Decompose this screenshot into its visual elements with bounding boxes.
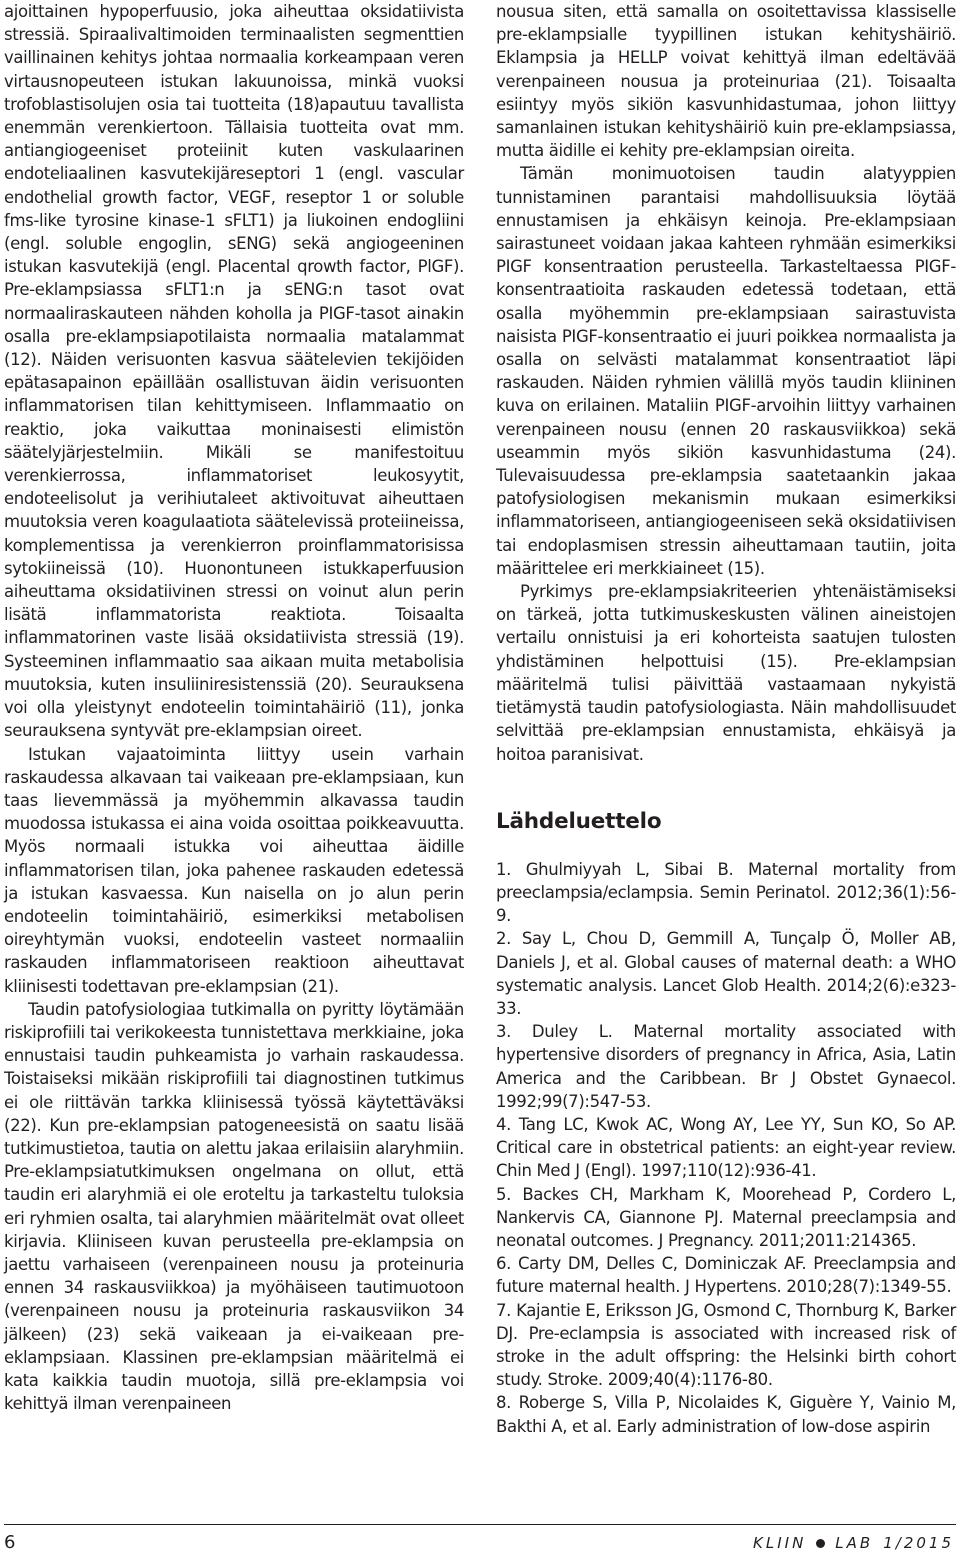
reference-item: 7. Kajantie E, Eriksson JG, Osmond C, Thornburg K, Barker DJ. Pre-eclampsia is associated with increased risk of stroke in the adult offspring: the Helsinki birth cohort study. Stroke. 2009;40(4):1176-80. — [496, 1300, 956, 1390]
body-paragraph: Tämän monimuotoisen taudin alatyyppien tunnistaminen parantaisi mahdollisuuksia löytää ennustamisen ja ehkäisyn keinoja. Pre-eklampsiaan sairastuneet voidaan jakaa kahteen ryhmään esimerkiksi PIGF konsentraation perusteella. Tarkasteltaessa PIGF-konsentraatioita raskauden edetessä todetaan, että osalla myöhemmin pre-eklampsiaan sairastuvista naisista PIGF-konsentraatio ei juuri poikkea normaalista ja osalla on selvästi matalammat konsentraatiot läpi raskauden. Näiden ryhmien välillä myös taudin kliininen kuva on erilainen. Mataliin PIGF-arvoihin liittyy varhainen verenpaineen nousu (ennen 20 raskausviikkoa) sekä useammin myös sikiön kasvunhidastuma (24). Tulevaisuudessa pre-eklampsia saatetaankin jakaa patofysiologisen mekanismin mukaan esimerkiksi inflammatoriseen, antiangiogeeniseen sekä oksidatiivisen tai endoplasmisen stressin aiheuttamaan tautiin, joita määrittelee eri merkkiaineet (15). — [496, 164, 956, 578]
body-paragraph: ajoittainen hypoperfuusio, joka aiheuttaa oksidatiivista stressiä. Spiraalivaltimoiden terminaalisten segmenttien vaillinainen kehitys johtaa normaalia korkeampaan veren virtausnopeuteen istukan lakuunoissa, minkä vuoksi trofoblastisolujen osia tai tuotteita (18)apautuu tavallista enemmän verenkiertoon. Tällaisia tuotteita ovat mm. antiangiogeeniset proteiinit kuten vaskulaarinen endoteliaalinen kasvutekijäreseptori 1 (engl. vascular endothelial growth factor, VEGF, reseptor 1 or soluble fms-like tyrosine kinase-1 sFLT1) ja liukoinen endogliini (engl. soluble engoglin, sENG) sekä angiogeeninen istukan kasvutekijä (engl. Placental qrowth factor, PlGF). Pre-eklampsiassa sFLT1:n ja sENG:n tasot ovat normaaliraskauteen nähden koholla ja PIGF-tasot ainakin osalla pre-eklampsiapotilaista normaalia matalammat (12). Näiden verisuonten kasvua säätelevien tekijöiden epätasapainon epäillään osallistuvan äidin verisuonten inflammatorisen tilan kehittymiseen. Inflammaatio on reaktio, joka vaikuttaa moninaisesti elimistön säätelyjärjestelmiin. Mikäli se manifestoituu verenkierrossa, inflammatoriset leukosyytit, endoteelisolut ja verihiutaleet aktivoituvat aiheuttaen muutoksia veren koagulaatiota säätelevissä proteiineissa, komplementissa ja verenkierron proinflammatorisissa sytokiineissä (10). Huonontuneen istukkaperfuusion aiheuttama oksidatiivinen stressi on voinut alun perin lisätä inflammatorista reaktiota. Toisaalta inflammatorinen vaste lisää oksidatiivista stressiä (19). Systeeminen inflammaatio saa aikaan muita metabolisia muutoksia, kuten insuliiniresistenssiä (20). Seurauksena voi olla yleistynyt endoteelin toimintahäiriö (11), jonka seurauksena syntyvät pre-eklampsian oireet. — [4, 2, 464, 741]
body-paragraph: Istukan vajaatoiminta liittyy usein varhain raskaudessa alkavaan tai vaikeaan pre-eklampsiaan, kun taas lievemmässä ja myöhemmin alkavassa taudin muodossa istukassa ei aina voida osoittaa poikkeavuutta. Myös normaali istukka voi aiheuttaa äidille inflammatorisen tilan, joka pahenee raskauden edetessä ja istukan kasvaessa. Kun naisella on jo alun perin endoteelin toimintahäiriö, esimerkiksi metabolisen oireyhtymän vuoksi, endoteelin vasteet normaaliin raskauden inflammatoriseen reaktioon aiheuttavat kliinisesti todettavan pre-eklampsian (21). — [4, 744, 464, 996]
body-paragraph: Pyrkimys pre-eklampsiakriteerien yhtenäistämiseksi on tärkeä, jotta tutkimuskeskusten välinen aineistojen vertailu onnistuisi ja eri kohorteista saatujen tulosten yhdistäminen helpottuisi (15). Pre-eklampsian määritelmä tulisi päivittää vastaamaan nykyistä tietämystä taudin patofysiologiasta. Näin mahdollisuudet selvittää pre-eklampsian ennustamista, ehkäisyä ja hoitoa paranisivat. — [496, 582, 956, 764]
page-number: 6 — [4, 1532, 16, 1553]
journal-issue: 1/2015 — [883, 1534, 954, 1552]
body-paragraph: nousua siten, että samalla on osoitettavissa klassiselle pre-eklampsialle tyypillinen istukan kehityshäiriö. Eklampsia ja HELLP voivat kehittyä ilman edeltävää verenpaineen nousua ja proteinuriaa (21). Toisaalta esiintyy myös sikiön kasvunhidastumaa, johon liittyy samanlainen istukan kehityshäiriö kuin pre-eklampsiassa, mutta äidille ei kehity pre-eklampsian oireita. — [496, 2, 956, 161]
right-column — [496, 0, 956, 1438]
reference-item: 4. Tang LC, Kwok AC, Wong AY, Lee YY, Sun KO, So AP. Critical care in obstetrical patients: an eight-year review. Chin Med J (Engl). 1997;110(12):936-41. — [496, 1114, 956, 1181]
reference-item: 6. Carty DM, Delles C, Dominiczak AF. Preeclampsia and future maternal health. J Hypertens. 2010;28(7):1349-55. — [496, 1254, 956, 1297]
journal-title: KLIIN — [753, 1534, 807, 1552]
footer-divider — [4, 1524, 956, 1525]
journal-subtitle: LAB — [835, 1534, 874, 1552]
reference-item: 8. Roberge S, Villa P, Nicolaides K, Giguère Y, Vainio M, Bakthi A, et al. Early administration of low-dose aspirin — [496, 1393, 956, 1436]
reference-list — [496, 858, 956, 1438]
reference-item: 2. Say L, Chou D, Gemmill A, Tunçalp Ö, Moller AB, Daniels J, et al. Global causes of maternal death: a WHO systematic analysis. Lancet Glob Health. 2014;2(6):e323-33. — [496, 929, 956, 1018]
left-column — [4, 0, 464, 1415]
reference-item: 5. Backes CH, Markham K, Moorehead P, Cordero L, Nankervis CA, Giannone PJ. Maternal preeclampsia and neonatal outcomes. J Pregnancy. 2011;2011:214365. — [496, 1184, 956, 1250]
references-heading: Lähdeluettelo — [496, 808, 662, 834]
bullet-dot-icon — [816, 1539, 825, 1548]
body-paragraph: Taudin patofysiologiaa tutkimalla on pyritty löytämään riskiprofiili tai verikokeesta tunnistettava merkkiaine, joka ennustaisi taudin puhkeamista jo varhain raskaudessa. Toistaiseksi mikään riskiprofiili tai diagnostinen tutkimus ei ole riittävän tarkka kliinisessä työssä käytettäväksi (22). Kun pre-eklampsian patogeneesistä on saatu lisää tutkimustietoa, tautia on alettu jakaa erilaisiin alaryhmiin. Pre-eklampsiatutkimuksen ongelmana on ollut, että taudin eri alaryhmiä ei ole eroteltu ja tarkasteltu tuloksia eri ryhmien osalta, tai alaryhmien määritelmät ovat olleet kirjavia. Kliiniseen kuvan perusteella pre-eklampsia on jaettu varhaiseen (verenpaineen nousu ja proteinuria ennen 34 raskausviikkoa) ja myöhäiseen tautimuotoon (verenpaineen nousu ja proteinuria raskausviikon 34 jälkeen) (23) sekä vaikeaan ja ei-vaikeaan pre-eklampsiaan. Klassinen pre-eklampsian määritelmä ei kata kaikkia taudin muotoja, sillä pre-eklampsia voi kehittyä ilman verenpaineen — [4, 999, 464, 1414]
journal-name — [753, 1532, 954, 1554]
reference-item: 3. Duley L. Maternal mortality associated with hypertensive disorders of pregnancy in Africa, Asia, Latin America and the Caribbean. Br J Obstet Gynaecol. 1992;99(7):547-53. — [496, 1022, 956, 1111]
reference-item: 1. Ghulmiyyah L, Sibai B. Maternal mortality from preeclampsia/eclampsia. Semin Perinatol. 2012;36(1):56-9. — [496, 859, 956, 926]
